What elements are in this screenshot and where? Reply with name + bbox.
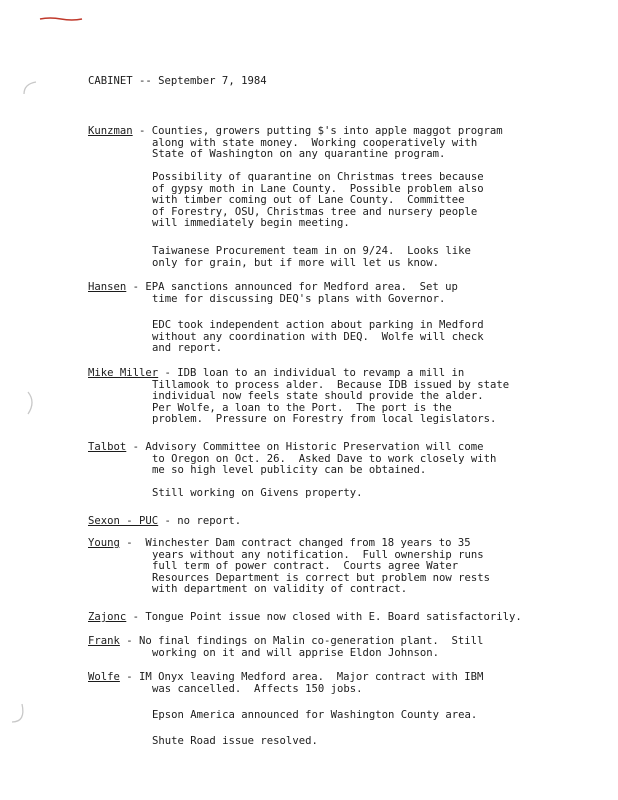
page-title: CABINET -- September 7, 1984 bbox=[88, 75, 267, 87]
speaker-name: Sexon - PUC bbox=[88, 515, 159, 527]
speaker-name: Wolfe bbox=[88, 671, 120, 683]
entry-first-line bbox=[88, 636, 483, 648]
entry-paragraph-line: of gypsy moth in Lane County. Possible problem also bbox=[152, 182, 484, 195]
entry-continuation: was cancelled. Affects 150 jobs. bbox=[152, 682, 363, 695]
entry-paragraph-line: Shute Road issue resolved. bbox=[152, 735, 318, 747]
entry-text: - No final findings on Malin co-generation plant. Still bbox=[119, 635, 484, 647]
entry-continuation: working on it and will apprise Eldon Johnson. bbox=[152, 646, 440, 659]
entry-paragraph-line: of Forestry, OSU, Christmas tree and nursery people bbox=[152, 205, 478, 218]
entry-text: - Advisory Committee on Historic Preservation will come bbox=[126, 441, 484, 453]
entry-first-line bbox=[88, 538, 471, 550]
entry-continuation: with department on validity of contract. bbox=[152, 583, 408, 596]
entry-text: - Counties, growers putting $'s into apple maggot program bbox=[132, 125, 503, 137]
entry-first-line bbox=[88, 282, 458, 294]
entry-paragraph-line: and report. bbox=[152, 342, 223, 355]
entry-first-line bbox=[88, 612, 522, 624]
entry-continuation: problem. Pressure on Forestry from local legislators. bbox=[152, 413, 497, 426]
entry-paragraph-line: without any coordination with DEQ. Wolfe will check bbox=[152, 330, 484, 343]
entry-text: - EPA sanctions announced for Medford area. Set up bbox=[126, 281, 458, 293]
entry-continuation: Per Wolfe, a loan to the Port. The port is the bbox=[152, 401, 452, 414]
punch-hole-bottom bbox=[8, 702, 28, 726]
entry-paragraph-line: Still working on Givens property. bbox=[152, 487, 363, 499]
entry-continuation: Tillamook to process alder. Because IDB issued by state bbox=[152, 378, 510, 391]
entry-paragraph-line: EDC took independent action about parking in Medford bbox=[152, 319, 484, 331]
entry-first-line bbox=[88, 126, 503, 138]
red-pen-mark bbox=[36, 14, 86, 24]
entry-continuation: individual now feels state should provide the alder. bbox=[152, 390, 484, 403]
entry-text: - no report. bbox=[158, 515, 242, 527]
entry-first-line bbox=[88, 368, 464, 380]
entry-paragraph-line: with timber coming out of Lane County. Committee bbox=[152, 194, 465, 207]
entry-continuation: to Oregon on Oct. 26. Asked Dave to work closely with bbox=[152, 452, 497, 465]
entry-paragraph-line: will immediately begin meeting. bbox=[152, 217, 350, 230]
speaker-name: Talbot bbox=[88, 441, 127, 453]
entry-text: - IM Onyx leaving Medford area. Major contract with IBM bbox=[119, 671, 484, 683]
entry-continuation: Resources Department is correct but problem now rests bbox=[152, 571, 491, 584]
entry-paragraph-line: Epson America announced for Washington County area. bbox=[152, 709, 478, 721]
speaker-name: Hansen bbox=[88, 281, 127, 293]
speaker-name: Frank bbox=[88, 635, 120, 647]
entry-first-line bbox=[88, 672, 483, 684]
entry-first-line bbox=[88, 516, 241, 528]
punch-hole-top bbox=[20, 80, 40, 102]
entry-paragraph-line: Taiwanese Procurement team in on 9/24. Looks like bbox=[152, 245, 471, 257]
speaker-name: Kunzman bbox=[88, 125, 133, 137]
entry-text: - Tongue Point issue now closed with E. Board satisfactorily. bbox=[126, 611, 522, 623]
entry-continuation: State of Washington on any quarantine program. bbox=[152, 148, 446, 161]
entry-continuation: time for discussing DEQ's plans with Governor. bbox=[152, 292, 446, 305]
entry-continuation: years without any notification. Full ownership runs bbox=[152, 548, 484, 561]
entry-continuation: along with state money. Working cooperatively with bbox=[152, 136, 478, 149]
punch-hole-middle bbox=[24, 390, 38, 416]
speaker-name: Mike Miller bbox=[88, 367, 159, 379]
entry-text: - Winchester Dam contract changed from 18 years to 35 bbox=[119, 537, 471, 549]
entry-paragraph-line: Possibility of quarantine on Christmas trees because bbox=[152, 171, 484, 183]
entry-continuation: full term of power contract. Courts agree Water bbox=[152, 560, 459, 573]
entry-first-line bbox=[88, 442, 483, 454]
entry-text: - IDB loan to an individual to revamp a mill in bbox=[158, 367, 465, 379]
speaker-name: Zajonc bbox=[88, 611, 127, 623]
entry-paragraph-line: only for grain, but if more will let us know. bbox=[152, 256, 440, 269]
speaker-name: Young bbox=[88, 537, 120, 549]
entry-continuation: me so high level publicity can be obtained. bbox=[152, 464, 427, 477]
